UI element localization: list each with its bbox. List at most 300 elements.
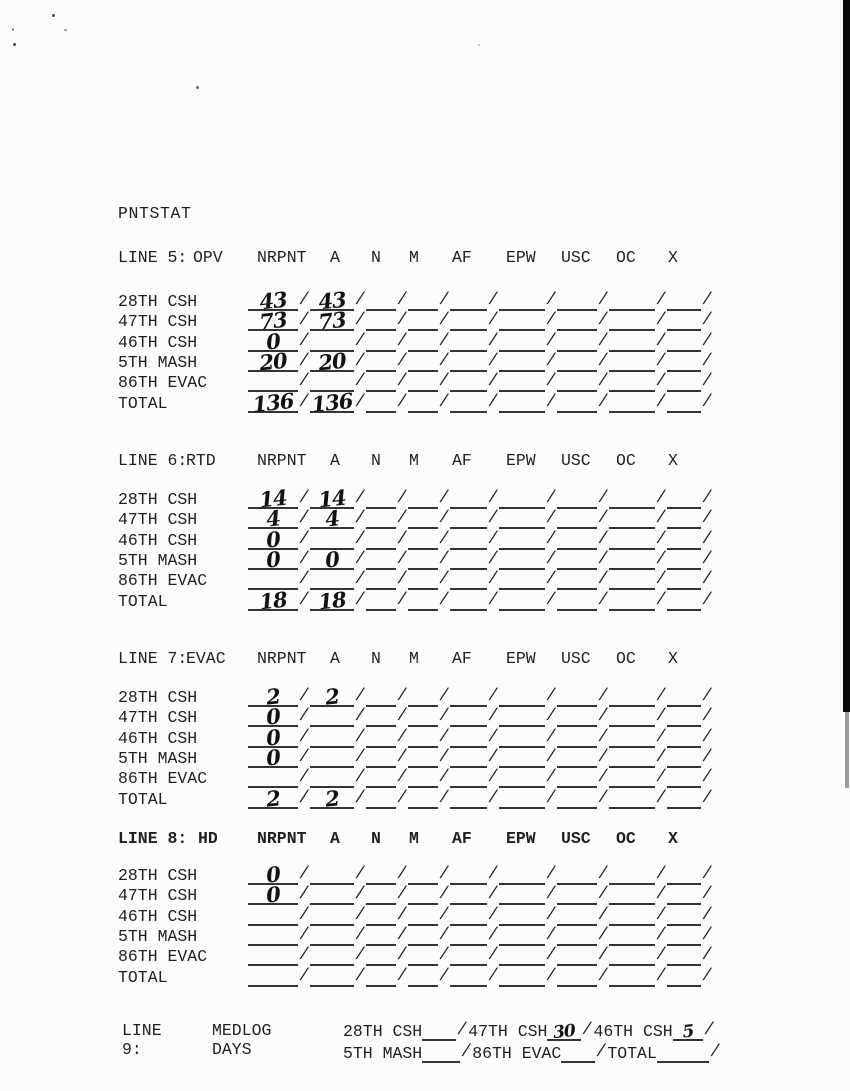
- blank-field: [499, 905, 545, 926]
- slash-separator: /: [437, 291, 451, 310]
- slash-separator: /: [486, 590, 500, 610]
- blank-field: [450, 884, 487, 905]
- slash-separator: /: [486, 570, 500, 590]
- blank-field: [667, 966, 701, 987]
- row-fields: [248, 387, 714, 417]
- slash-separator: /: [544, 966, 558, 986]
- blank-field: [557, 727, 597, 748]
- blank-field: [450, 290, 487, 311]
- slash-separator: /: [353, 570, 367, 590]
- column-header: X: [668, 649, 678, 668]
- slash-separator: /: [297, 489, 311, 508]
- slash-separator: /: [486, 509, 500, 529]
- column-header: N: [371, 451, 381, 470]
- slash-separator: /: [395, 489, 409, 508]
- blank-field: [248, 387, 298, 417]
- blank-field: [609, 966, 655, 987]
- table-line-label: LINE 7:: [118, 649, 188, 668]
- handwritten-value: 0: [264, 881, 282, 908]
- row-label: 86TH EVAC: [118, 947, 208, 967]
- handwritten-value: 2: [264, 784, 282, 812]
- slash-separator: /: [297, 946, 311, 966]
- row-label: 46TH CSH: [118, 728, 198, 748]
- table-line-label: LINE 8:: [118, 829, 188, 848]
- blank-field: [310, 586, 354, 614]
- row-fields: [248, 306, 714, 335]
- scan-speck: [13, 43, 16, 46]
- blank-field: [557, 686, 597, 707]
- column-header: OC: [616, 649, 636, 668]
- blank-field: [366, 290, 396, 311]
- slash-separator: /: [544, 351, 558, 371]
- slash-separator: /: [596, 331, 610, 351]
- slash-separator: /: [486, 687, 500, 706]
- slash-separator: /: [395, 768, 409, 788]
- blank-field: [366, 864, 396, 885]
- blank-field: [609, 884, 655, 905]
- scan-speck: [64, 29, 67, 31]
- slash-separator: /: [708, 1043, 721, 1062]
- slash-separator: /: [395, 291, 409, 310]
- slash-separator: /: [353, 707, 367, 727]
- slash-separator: /: [437, 489, 451, 508]
- slash-separator: /: [654, 372, 668, 392]
- blank-field: [366, 488, 396, 509]
- blank-field: [408, 945, 438, 966]
- handwritten-value: 0: [264, 525, 282, 553]
- slash-separator: /: [700, 687, 714, 706]
- line9-blank-field: [561, 1044, 595, 1063]
- row-fields: [248, 744, 714, 771]
- row-fields: [248, 586, 714, 614]
- blank-field: [366, 310, 396, 331]
- blank-field: [557, 590, 597, 611]
- row-label: 47TH CSH: [118, 312, 198, 332]
- blank-field: [667, 905, 701, 926]
- blank-field: [499, 747, 545, 768]
- row-label: 47TH CSH: [118, 886, 198, 906]
- blank-field: [667, 864, 701, 885]
- blank-field: [609, 310, 655, 331]
- slash-separator: /: [654, 570, 668, 590]
- blank-field: [667, 529, 701, 550]
- handwritten-value: 20: [258, 347, 288, 376]
- slash-separator: /: [297, 687, 311, 706]
- slash-separator: /: [654, 392, 668, 412]
- blank-field: [557, 569, 597, 590]
- slash-separator: /: [486, 885, 500, 905]
- blank-field: [499, 727, 545, 748]
- blank-field: [499, 310, 545, 331]
- slash-separator: /: [486, 351, 500, 371]
- blank-field: [310, 683, 354, 710]
- blank-field: [609, 788, 655, 809]
- blank-field: [609, 727, 655, 748]
- line9-blank-field: [673, 1022, 703, 1041]
- slash-separator: /: [544, 549, 558, 569]
- blank-field: [408, 747, 438, 768]
- slash-separator: /: [437, 865, 451, 884]
- slash-separator: /: [544, 687, 558, 706]
- slash-separator: /: [395, 549, 409, 569]
- slash-separator: /: [596, 529, 610, 549]
- blank-field: [499, 884, 545, 905]
- blank-field: [408, 686, 438, 707]
- blank-field: [408, 788, 438, 809]
- slash-separator: /: [297, 905, 311, 925]
- blank-field: [408, 310, 438, 331]
- slash-separator: /: [437, 351, 451, 371]
- blank-field: [557, 747, 597, 768]
- slash-separator: /: [395, 529, 409, 549]
- blank-field: [408, 569, 438, 590]
- column-header: NRPNT: [257, 248, 307, 267]
- slash-separator: /: [437, 687, 451, 706]
- slash-separator: /: [395, 905, 409, 925]
- slash-separator: /: [486, 865, 500, 884]
- blank-field: [450, 864, 487, 885]
- column-header: OC: [616, 248, 636, 267]
- slash-separator: /: [297, 570, 311, 590]
- slash-separator: /: [486, 331, 500, 351]
- slash-separator: /: [437, 570, 451, 590]
- slash-separator: /: [353, 549, 367, 569]
- blank-field: [557, 392, 597, 413]
- slash-separator: /: [544, 570, 558, 590]
- blank-field: [366, 706, 396, 727]
- column-header: N: [371, 829, 381, 848]
- row-label: TOTAL: [118, 967, 168, 987]
- blank-field: [667, 488, 701, 509]
- slash-separator: /: [700, 570, 714, 590]
- column-header: AF: [452, 451, 472, 470]
- table-header: [118, 649, 678, 669]
- row-fields: [248, 966, 713, 987]
- slash-separator: /: [395, 946, 409, 966]
- slash-separator: /: [544, 925, 558, 945]
- handwritten-value: 2: [264, 683, 282, 710]
- slash-separator: /: [700, 707, 714, 727]
- slash-separator: /: [596, 946, 610, 966]
- slash-separator: /: [353, 865, 367, 884]
- slash-separator: /: [437, 509, 451, 529]
- column-header: X: [668, 451, 678, 470]
- blank-field: [557, 549, 597, 570]
- slash-separator: /: [700, 727, 714, 747]
- blank-field: [609, 290, 655, 311]
- blank-field: [557, 925, 597, 946]
- slash-separator: /: [395, 885, 409, 905]
- slash-separator: /: [353, 788, 367, 808]
- row-label: 46TH CSH: [118, 530, 198, 550]
- blank-field: [557, 945, 597, 966]
- slash-separator: /: [486, 747, 500, 767]
- column-header: NRPNT: [257, 649, 307, 668]
- slash-separator: /: [700, 529, 714, 549]
- slash-separator: /: [437, 707, 451, 727]
- blank-field: [310, 905, 354, 926]
- slash-separator: /: [596, 707, 610, 727]
- slash-separator: /: [395, 707, 409, 727]
- blank-field: [366, 686, 396, 707]
- slash-separator: /: [456, 1021, 469, 1040]
- blank-field: [310, 784, 354, 812]
- blank-field: [667, 706, 701, 727]
- slash-separator: /: [654, 291, 668, 310]
- slash-separator: /: [437, 311, 451, 331]
- blank-field: [366, 549, 396, 570]
- slash-separator: /: [544, 905, 558, 925]
- blank-field: [450, 351, 487, 372]
- slash-separator: /: [395, 687, 409, 706]
- slash-separator: /: [437, 549, 451, 569]
- blank-field: [557, 310, 597, 331]
- blank-field: [609, 925, 655, 946]
- column-header: AF: [452, 829, 472, 848]
- slash-separator: /: [596, 865, 610, 884]
- blank-field: [450, 392, 487, 413]
- blank-field: [667, 569, 701, 590]
- slash-separator: /: [700, 946, 714, 966]
- slash-separator: /: [596, 966, 610, 986]
- slash-separator: /: [700, 905, 714, 925]
- slash-separator: /: [596, 291, 610, 310]
- blank-field: [450, 945, 487, 966]
- blank-field: [450, 966, 487, 987]
- slash-separator: /: [297, 707, 311, 727]
- blank-field: [450, 788, 487, 809]
- slash-separator: /: [596, 570, 610, 590]
- slash-separator: /: [353, 529, 367, 549]
- blank-field: [667, 290, 701, 311]
- blank-field: [609, 529, 655, 550]
- slash-separator: /: [353, 392, 367, 412]
- blank-field: [408, 925, 438, 946]
- slash-separator: /: [596, 925, 610, 945]
- blank-field: [609, 864, 655, 885]
- slash-separator: /: [437, 885, 451, 905]
- slash-separator: /: [544, 865, 558, 884]
- blank-field: [499, 686, 545, 707]
- blank-field: [667, 371, 701, 392]
- blank-field: [248, 945, 298, 966]
- slash-separator: /: [654, 905, 668, 925]
- blank-field: [499, 488, 545, 509]
- slash-separator: /: [654, 687, 668, 706]
- row-label: 86TH EVAC: [118, 373, 208, 393]
- slash-separator: /: [297, 509, 311, 529]
- slash-separator: /: [297, 925, 311, 945]
- blank-field: [408, 549, 438, 570]
- row-label: 47TH CSH: [118, 510, 198, 530]
- handwritten-value: 30: [552, 1020, 577, 1044]
- row-label: 47TH CSH: [118, 708, 198, 728]
- blank-field: [248, 925, 298, 946]
- handwritten-value: 43: [258, 286, 288, 315]
- slash-separator: /: [353, 489, 367, 508]
- blank-field: [499, 569, 545, 590]
- blank-field: [667, 590, 701, 611]
- blank-field: [408, 331, 438, 352]
- line9-entry-label: 86TH EVAC: [472, 1044, 562, 1063]
- table-line-label: LINE 6:: [118, 451, 188, 470]
- row-fields: [248, 723, 714, 751]
- row-label: 28TH CSH: [118, 292, 198, 311]
- slash-separator: /: [395, 372, 409, 392]
- slash-separator: /: [353, 768, 367, 788]
- slash-separator: /: [544, 311, 558, 331]
- table-line-label: LINE 5:: [118, 248, 188, 267]
- slash-separator: /: [297, 529, 311, 549]
- slash-separator: /: [353, 946, 367, 966]
- slash-separator: /: [353, 291, 367, 310]
- slash-separator: /: [297, 291, 311, 310]
- slash-separator: /: [654, 331, 668, 351]
- slash-separator: /: [437, 529, 451, 549]
- slash-separator: /: [437, 590, 451, 610]
- slash-separator: /: [654, 788, 668, 808]
- blank-field: [408, 392, 438, 413]
- slash-separator: /: [654, 489, 668, 508]
- blank-field: [450, 747, 487, 768]
- slash-separator: /: [486, 489, 500, 508]
- slash-separator: /: [353, 331, 367, 351]
- blank-field: [450, 529, 487, 550]
- slash-separator: /: [437, 331, 451, 351]
- blank-field: [667, 727, 701, 748]
- slash-separator: /: [486, 768, 500, 788]
- column-header: NRPNT: [257, 829, 307, 848]
- blank-field: [248, 905, 298, 926]
- blank-field: [366, 905, 396, 926]
- slash-separator: /: [700, 966, 714, 986]
- blank-field: [248, 881, 298, 908]
- slash-separator: /: [297, 966, 311, 986]
- blank-field: [499, 392, 545, 413]
- column-header: A: [330, 829, 340, 848]
- table-category-label: OPV: [193, 248, 223, 267]
- blank-field: [667, 549, 701, 570]
- blank-field: [310, 945, 354, 966]
- line9-row-1: [343, 1020, 715, 1044]
- handwritten-value: 4: [323, 505, 341, 532]
- row-label: TOTAL: [118, 393, 168, 413]
- slash-separator: /: [544, 529, 558, 549]
- slash-separator: /: [544, 590, 558, 610]
- slash-separator: /: [297, 351, 311, 371]
- blank-field: [557, 905, 597, 926]
- blank-field: [366, 925, 396, 946]
- blank-field: [667, 788, 701, 809]
- handwritten-value: 136: [251, 387, 295, 417]
- blank-field: [557, 508, 597, 529]
- slash-separator: /: [437, 905, 451, 925]
- slash-separator: /: [297, 331, 311, 351]
- handwritten-value: 0: [323, 546, 341, 573]
- column-header: EPW: [506, 829, 536, 848]
- blank-field: [408, 590, 438, 611]
- column-header: USC: [561, 829, 591, 848]
- blank-field: [408, 488, 438, 509]
- blank-field: [499, 864, 545, 885]
- slash-separator: /: [700, 351, 714, 371]
- blank-field: [557, 290, 597, 311]
- blank-field: [310, 864, 354, 885]
- row-fields: [248, 505, 714, 532]
- slash-separator: /: [596, 905, 610, 925]
- slash-separator: /: [596, 489, 610, 508]
- row-fields: [248, 767, 713, 788]
- slash-separator: /: [353, 509, 367, 529]
- row-label: 5TH MASH: [118, 748, 198, 768]
- slash-separator: /: [297, 885, 311, 905]
- slash-separator: /: [700, 392, 714, 412]
- blank-field: [408, 529, 438, 550]
- slash-separator: /: [297, 788, 311, 808]
- slash-separator: /: [486, 905, 500, 925]
- blank-field: [557, 788, 597, 809]
- blank-field: [609, 549, 655, 570]
- slash-separator: /: [596, 351, 610, 371]
- slash-separator: /: [437, 788, 451, 808]
- blank-field: [499, 925, 545, 946]
- slash-separator: /: [700, 768, 714, 788]
- row-fields: [248, 327, 714, 355]
- blank-field: [557, 351, 597, 372]
- line9-blank-field: [657, 1044, 709, 1063]
- blank-field: [667, 331, 701, 352]
- blank-field: [248, 546, 298, 573]
- slash-separator: /: [460, 1043, 473, 1062]
- row-label: 46TH CSH: [118, 906, 198, 926]
- slash-separator: /: [297, 865, 311, 884]
- slash-separator: /: [297, 311, 311, 331]
- slash-separator: /: [654, 549, 668, 569]
- slash-separator: /: [437, 372, 451, 392]
- slash-separator: /: [486, 529, 500, 549]
- blank-field: [408, 706, 438, 727]
- slash-separator: /: [544, 788, 558, 808]
- column-header: M: [409, 649, 419, 668]
- slash-separator: /: [486, 966, 500, 986]
- slash-separator: /: [395, 788, 409, 808]
- slash-separator: /: [486, 946, 500, 966]
- line9-blank-field: [422, 1022, 456, 1041]
- handwritten-value: 2: [323, 784, 341, 812]
- blank-field: [408, 884, 438, 905]
- handwritten-value: 43: [317, 286, 347, 315]
- slash-separator: /: [353, 687, 367, 706]
- slash-separator: /: [596, 687, 610, 706]
- blank-field: [499, 590, 545, 611]
- column-header: EPW: [506, 649, 536, 668]
- slash-separator: /: [437, 392, 451, 412]
- slash-separator: /: [654, 966, 668, 986]
- slash-separator: /: [700, 788, 714, 808]
- blank-field: [248, 966, 298, 987]
- line9-entry-label: 5TH MASH: [343, 1044, 423, 1063]
- column-header: USC: [561, 649, 591, 668]
- blank-field: [310, 546, 354, 573]
- row-fields: [248, 371, 713, 392]
- blank-field: [310, 306, 354, 335]
- blank-field: [408, 767, 438, 788]
- table-category-label: EVAC: [186, 649, 226, 668]
- row-fields: [248, 546, 714, 573]
- blank-field: [450, 925, 487, 946]
- blank-field: [557, 488, 597, 509]
- slash-separator: /: [700, 372, 714, 392]
